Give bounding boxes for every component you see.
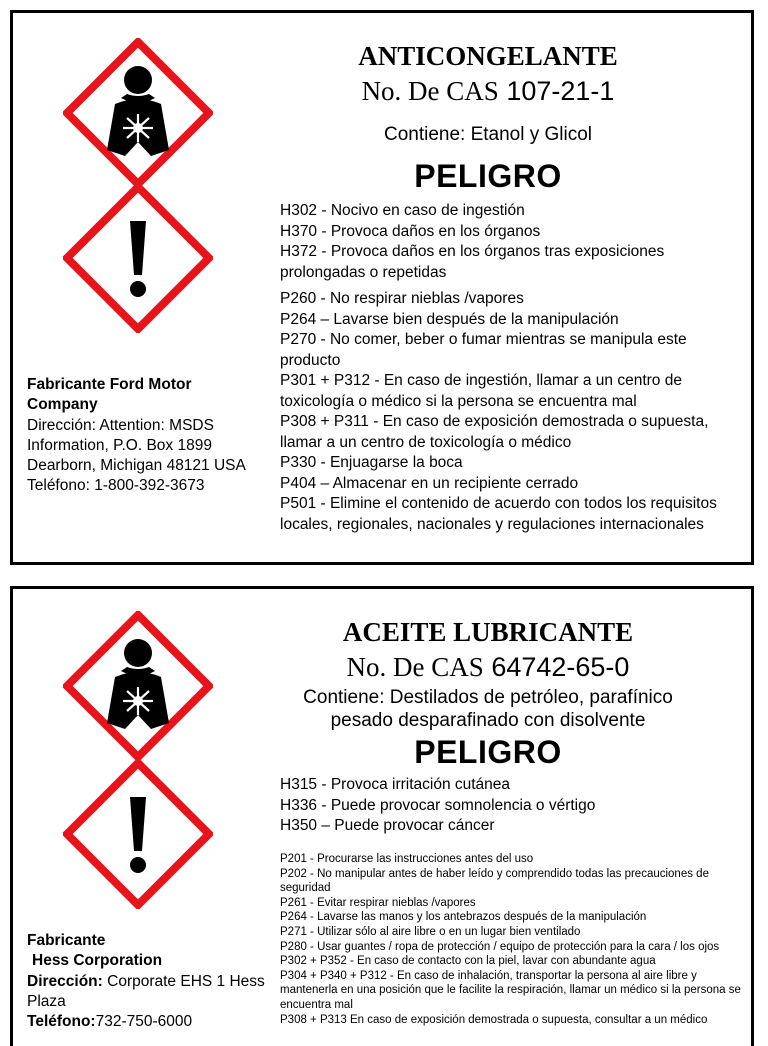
- signal-word: PELIGRO: [414, 158, 562, 194]
- cas-number-line: [273, 652, 703, 682]
- hazard-statement: H350 – Puede provocar cáncer: [280, 817, 495, 834]
- precautionary-statement: P330 - Enjuagarse la boca: [280, 454, 463, 471]
- label-aceite-lubricante: [10, 586, 754, 1046]
- manufacturer-heading: Fabricante Ford Motor: [27, 376, 192, 393]
- cas-number: 107-21-1: [506, 76, 615, 106]
- precautionary-statement: P302 + P352 - En caso de contacto con la piel, lavar con abundante agua: [280, 955, 656, 968]
- precautionary-statement: P280 - Usar guantes / ropa de protección / equipo de protección para la cara / los ojos: [280, 940, 720, 953]
- manufacturer-phone: Teléfono: 1-800-392-3673: [27, 477, 205, 495]
- label-anticongelante: [10, 10, 754, 565]
- hazard-statement: H372 - Provoca daños en los órganos tras exposiciones prolongadas o repetidas: [280, 243, 665, 281]
- product-title: ANTICONGELANTE: [358, 41, 618, 71]
- precautionary-statement: P202 - No manipular antes de haber leído y comprendido todas las precauciones de seguridad: [280, 867, 709, 895]
- precautionary-statement: P501 - Elimine el contenido de acuerdo con todos los requisitos locales, regionales, nacionales y regulaciones internacionales: [280, 495, 717, 533]
- contains-text: Contiene: Etanol y Glicol: [383, 124, 593, 145]
- address-value: Corporate EHS 1 Hess Plaza: [27, 972, 265, 1010]
- product-title: ACEITE LUBRICANTE: [342, 617, 634, 647]
- precautionary-statement: P271 - Utilizar sólo al aire libre o en un lugar bien ventilado: [280, 925, 581, 938]
- health-hazard-icon: [63, 611, 213, 761]
- manufacturer-heading: Fabricante: [27, 932, 106, 949]
- manufacturer-address: [27, 972, 267, 1013]
- precautionary-statement: P264 – Lavarse bien después de la manipulación: [280, 310, 619, 328]
- contains-line: pesado desparafinado con disolvente: [330, 710, 646, 731]
- hazard-statements: [280, 201, 750, 283]
- precautionary-statements: [280, 289, 750, 535]
- exclamation-mark-icon: [63, 759, 213, 909]
- hazard-statements: [280, 775, 750, 837]
- precautionary-statement: P260 - No respirar nieblas /vapores: [280, 290, 524, 307]
- address-label: Dirección:: [27, 972, 103, 990]
- precautionary-statement: P308 + P311 - En caso de exposición demostrada o supuesta, llamar a un centro de toxicología o médico: [280, 413, 709, 451]
- contains-text: [273, 686, 703, 732]
- exclamation-mark-icon: [63, 183, 213, 333]
- precautionary-statement: P264 - Lavarse las manos y los antebrazos después de la manipulación: [280, 911, 647, 924]
- cas-number: 64742-65-0: [491, 652, 630, 682]
- cas-prefix: No. De CAS: [346, 652, 484, 682]
- hazard-statement: H336 - Puede provocar somnolencia o vértigo: [280, 796, 596, 814]
- phone-value: 732-750-6000: [95, 1013, 193, 1031]
- precautionary-statements: [280, 852, 750, 1027]
- precautionary-statement: P270 - No comer, beber o fumar mientras se manipula este producto: [280, 331, 687, 369]
- contains-line: Contiene: Destilados de petróleo, parafínico: [303, 687, 673, 708]
- manufacturer-name: Company: [27, 396, 98, 414]
- manufacturer-name: Hess Corporation: [32, 952, 163, 970]
- phone-label: Teléfono:: [27, 1013, 96, 1031]
- signal-word: PELIGRO: [414, 734, 562, 770]
- precautionary-statement: P304 + P340 + P312 - En caso de inhalación, transportar la persona al aire libre y mantenerla en una posición que le facilite la respiración, llamar un médico si la persona se encuentra mal: [280, 969, 741, 1011]
- manufacturer-address: Dirección: Attention: MSDS Information, P.O. Box 1899 Dearborn, Michigan 48121 USA: [27, 416, 246, 475]
- cas-number-line: [273, 76, 703, 106]
- precautionary-statement: P261 - Evitar respirar nieblas /vapores: [280, 896, 476, 909]
- manufacturer-info: [27, 375, 267, 497]
- health-hazard-icon: [63, 38, 213, 188]
- precautionary-statement: P201 - Procurarse las instrucciones antes del uso: [280, 853, 534, 865]
- manufacturer-info: [27, 931, 267, 1032]
- precautionary-statement: P301 + P312 - En caso de ingestión, llamar a un centro de toxicología o médico si la persona se encuentra mal: [280, 372, 682, 410]
- precautionary-statement: P404 – Almacenar en un recipiente cerrado: [280, 474, 579, 492]
- cas-prefix: No. De CAS: [361, 76, 499, 106]
- manufacturer-phone: [27, 1012, 267, 1032]
- hazard-statement: H370 - Provoca daños en los órganos: [280, 222, 541, 240]
- hazard-statement: H315 - Provoca irritación cutánea: [280, 776, 511, 793]
- precautionary-statement: P308 + P313 En caso de exposición demostrada o supuesta, consultar a un médico: [280, 1013, 708, 1026]
- hazard-statement: H302 - Nocivo en caso de ingestión: [280, 202, 525, 219]
